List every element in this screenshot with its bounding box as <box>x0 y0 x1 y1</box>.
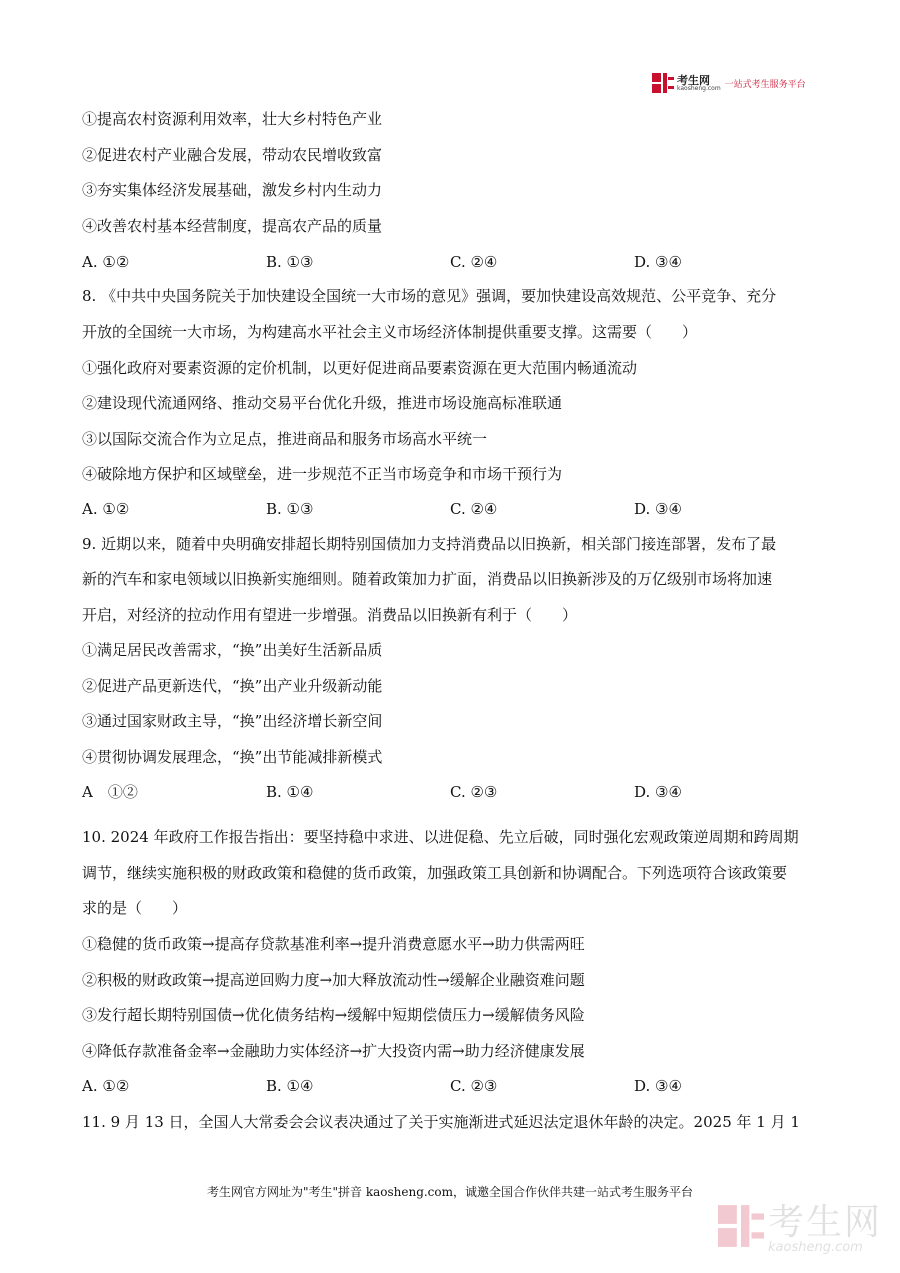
choice-c: C. ②③ <box>450 1077 498 1095</box>
watermark <box>718 1202 883 1255</box>
logo-slogan: 一站式考生服务平台 <box>724 79 806 90</box>
option-line: ①满足居民改善需求，“换”出美好生活新品质 <box>82 641 383 659</box>
question-10-stem: 10. 2024 年政府工作报告指出：要坚持稳中求进、以进促稳、先立后破，同时强化宏观政策逆周期和跨周期 <box>82 828 799 846</box>
choice-d: D. ③④ <box>634 783 682 801</box>
question-9-stem: 开启，对经济的拉动作用有望进一步增强。消费品以旧换新有利于（ ） <box>82 606 578 624</box>
logo-text <box>677 75 721 92</box>
choice-b: B. ①③ <box>266 253 314 271</box>
choice-b: B. ①③ <box>266 500 314 518</box>
option-line: ②建设现代流通网络、推动交易平台优化升级，推进市场设施高标准联通 <box>82 394 563 412</box>
option-line: ①提高农村资源利用效率，壮大乡村特色产业 <box>82 110 383 128</box>
option-line: ②促进农村产业融合发展，带动农民增收致富 <box>82 146 383 164</box>
choice-d: D. ③④ <box>634 500 682 518</box>
watermark-text <box>768 1202 883 1255</box>
choice-c: C. ②③ <box>450 783 498 801</box>
option-line: ②积极的财政政策→提高逆回购力度→加大释放流动性→缓解企业融资难问题 <box>82 971 585 989</box>
option-line: ③通过国家财政主导，“换”出经济增长新空间 <box>82 712 383 730</box>
option-line: ④贯彻协调发展理念，“换”出节能减排新模式 <box>82 748 383 766</box>
option-line: ①稳健的货币政策→提高存贷款基准利率→提升消费意愿水平→助力供需两旺 <box>82 935 585 953</box>
choice-c: C. ②④ <box>450 500 498 518</box>
option-line: ④破除地方保护和区域壁垒，进一步规范不正当市场竞争和市场干预行为 <box>82 465 563 483</box>
choice-d: D. ③④ <box>634 1077 682 1095</box>
page-footer: 考生网官方网址为"考生"拼音 kaosheng.com，诚邀全国合作伙伴共建一站式考生服务平台 <box>206 1185 694 1199</box>
logo-domain: kaosheng.com <box>677 84 721 92</box>
logo-name: 考生网 <box>677 73 710 87</box>
option-line: ②促进产品更新迭代，“换”出产业升级新动能 <box>82 677 383 695</box>
option-line: ①强化政府对要素资源的定价机制，以更好促进商品要素资源在更大范围内畅通流动 <box>82 359 638 377</box>
option-line: ③夯实集体经济发展基础，激发乡村内生动力 <box>82 181 383 199</box>
answer-choices-q7 <box>82 253 802 271</box>
answer-choices-q9 <box>82 783 802 801</box>
choice-a: A. ①② <box>82 253 130 271</box>
watermark-name: 考生网 <box>768 1202 883 1243</box>
choice-b: B. ①④ <box>266 1077 314 1095</box>
watermark-domain: kaosheng.com <box>768 1240 863 1255</box>
option-line: ③以国际交流合作为立足点，推进商品和服务市场高水平统一 <box>82 430 488 448</box>
choice-a: A. ①② <box>82 500 130 518</box>
choice-d: D. ③④ <box>634 253 682 271</box>
answer-choices-q8 <box>82 500 802 518</box>
question-8-stem: 8. 《中共中央国务院关于加快建设全国统一大市场的意见》强调，要加快建设高效规范、公平竞争、充分 <box>82 287 777 305</box>
question-9-stem: 9. 近期以来，随着中央明确安排超长期特别国债加力支持消费品以旧换新，相关部门接连部署，发布了最 <box>82 535 777 553</box>
question-11-stem: 11. 9 月 13 日，全国人大常委会会议表决通过了关于实施渐进式延迟法定退休年龄的决定。2025 年 1 月 1 <box>82 1113 800 1131</box>
choice-b: B. ①④ <box>266 783 314 801</box>
option-line: ④改善农村基本经营制度，提高农产品的质量 <box>82 217 383 235</box>
choice-c: C. ②④ <box>450 253 498 271</box>
question-10-stem: 求的是（ ） <box>82 899 188 917</box>
choice-a: A ①② <box>82 783 138 801</box>
question-10-stem: 调节，继续实施积极的财政政策和稳健的货币政策，加强政策工具创新和协调配合。下列选项符合该政策要 <box>82 864 788 882</box>
header-logo <box>652 73 806 93</box>
answer-choices-q10 <box>82 1077 802 1095</box>
choice-a: A. ①② <box>82 1077 130 1095</box>
question-8-stem: 开放的全国统一大市场，为构建高水平社会主义市场经济体制提供重要支撑。这需要（ ） <box>82 323 698 341</box>
option-line: ③发行超长期特别国债→优化债务结构→缓解中短期偿债压力→缓解债务风险 <box>82 1006 585 1024</box>
kaosheng-logo-icon <box>652 73 674 93</box>
question-9-stem: 新的汽车和家电领域以旧换新实施细则。随着政策加力扩面，消费品以旧换新涉及的万亿级别市场将加速 <box>82 570 773 588</box>
watermark-logo-icon <box>718 1205 764 1247</box>
option-line: ④降低存款准备金率→金融助力实体经济→扩大投资内需→助力经济健康发展 <box>82 1042 585 1060</box>
